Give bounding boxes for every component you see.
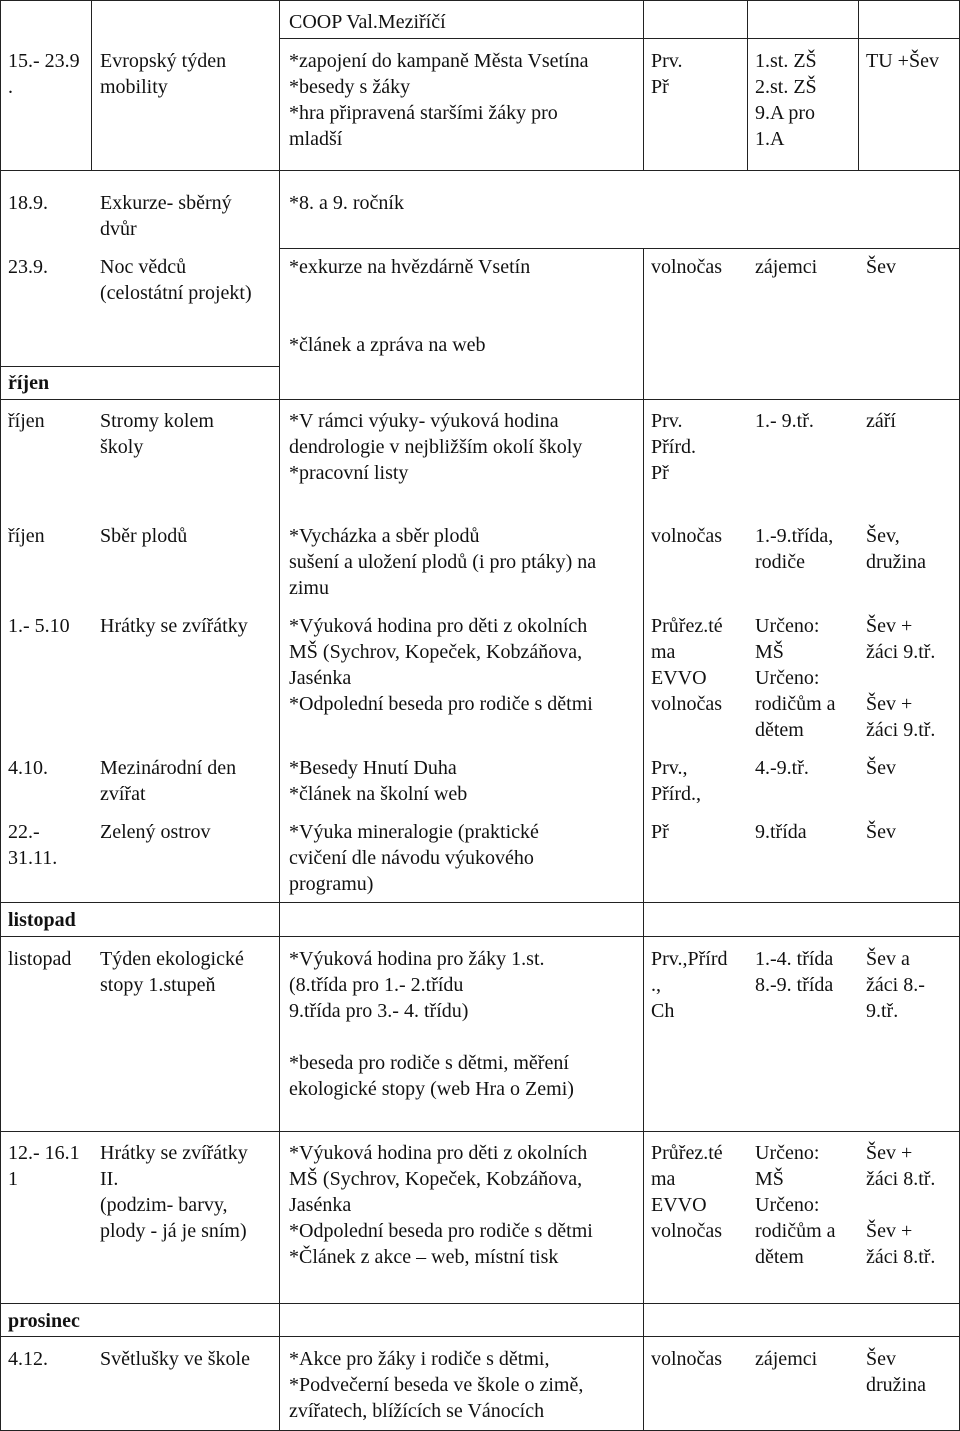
row-date: 4.12.: [8, 1348, 48, 1370]
row-date: říjen: [8, 410, 45, 432]
divider: [279, 0, 280, 1431]
divider: [0, 1131, 960, 1132]
row-responsible: Šev + žáci 8.tř. Šev + žáci 8.tř.: [866, 1142, 936, 1268]
row-name: Evropský týden mobility: [100, 50, 227, 98]
divider: [0, 1336, 960, 1337]
row-responsible: Šev: [866, 256, 896, 278]
row-activity: *Výuková hodina pro děti z okolních MŠ (Sychrov, Kopeček, Kobzáňova, Jasénka *Odpolední beseda pro rodiče s dětmi *Článek z akce – web, místní tisk: [289, 1142, 593, 1268]
divider: [643, 248, 644, 1431]
row-activity: *Akce pro žáky i rodiče s dětmi, *Podvečerní beseda ve škole o zimě, zvířatech, blížících se Vánocích: [289, 1348, 584, 1422]
divider: [91, 0, 92, 171]
row-name: Zelený ostrov: [100, 821, 211, 843]
row-responsible: Šev družina: [866, 1348, 926, 1396]
row-target: Určeno: MŠ Určeno: rodičům a dětem: [755, 615, 836, 741]
header-cell: COOP Val.Meziříčí: [289, 11, 446, 33]
divider: [0, 366, 280, 367]
row-activity: *Výuková hodina pro žáky 1.st. (8.třída pro 1.- 2.třídu 9.třída pro 3.- 4. třídu): [289, 948, 545, 1022]
row-name: Hrátky se zvířátky II. (podzim- barvy, plody - já je sním): [100, 1142, 248, 1242]
row-date: 12.- 16.1 1: [8, 1142, 80, 1190]
row-name: Noc vědců (celostátní projekt): [100, 256, 252, 304]
row-target: 1.- 9.tř.: [755, 410, 814, 432]
month-header-october: říjen: [8, 372, 50, 394]
row-date: 15.- 23.9 .: [8, 50, 80, 98]
row-activity: *zapojení do kampaně Města Vsetína *besedy s žáky *hra připravená staršími žáky pro mladší: [289, 50, 589, 150]
row-responsible: TU +Šev: [866, 50, 939, 72]
divider: [643, 0, 644, 171]
row-name: Hrátky se zvířátky: [100, 615, 248, 637]
row-name: Stromy kolem školy: [100, 410, 214, 458]
row-date: 18.9.: [8, 192, 48, 214]
row-activity: *Výuková hodina pro děti z okolních MŠ (Sychrov, Kopeček, Kobzáňova, Jasénka *Odpolední beseda pro rodiče s dětmi: [289, 615, 593, 715]
row-activity: *článek a zpráva na web: [289, 334, 486, 356]
row-target: zájemci: [755, 1348, 818, 1370]
row-name: Exkurze- sběrný dvůr: [100, 192, 232, 240]
row-name: Sběr plodů: [100, 525, 188, 547]
divider: [0, 0, 1, 1431]
row-target: 1.st. ZŠ 2.st. ZŠ 9.A pro 1.A: [755, 50, 817, 150]
row-date: listopad: [8, 948, 72, 970]
row-subject: Průřez.té ma EVVO volnočas: [651, 615, 723, 715]
divider: [0, 936, 960, 937]
row-date: 4.10.: [8, 757, 48, 779]
row-target: zájemci: [755, 256, 818, 278]
row-date: 1.- 5.10: [8, 615, 70, 637]
row-target: Určeno: MŠ Určeno: rodičům a dětem: [755, 1142, 836, 1268]
divider: [0, 902, 960, 903]
row-subject: volnočas: [651, 256, 723, 278]
divider: [279, 38, 960, 39]
row-subject: Prv. Přírd. Př: [651, 410, 696, 484]
row-date: 22.- 31.11.: [8, 821, 58, 869]
row-name: Světlušky ve škole: [100, 1348, 250, 1370]
row-responsible: Šev, družina: [866, 525, 926, 573]
row-target: 4.-9.tř.: [755, 757, 809, 779]
month-header-december: prosinec: [8, 1310, 80, 1332]
divider: [279, 248, 960, 249]
divider: [747, 0, 748, 171]
row-activity: *exkurze na hvězdárně Vsetín: [289, 256, 531, 278]
row-date: říjen: [8, 525, 45, 547]
row-activity: *V rámci výuky- výuková hodina dendrologie v nejbližším okolí školy *pracovní listy: [289, 410, 583, 484]
row-subject: volnočas: [651, 525, 723, 547]
row-target: 9.třída: [755, 821, 807, 843]
divider: [0, 0, 960, 1]
row-subject: Průřez.té ma EVVO volnočas: [651, 1142, 723, 1242]
row-subject: Př: [651, 821, 669, 843]
row-responsible: Šev: [866, 757, 896, 779]
divider: [0, 1303, 960, 1304]
month-header-november: listopad: [8, 909, 76, 931]
row-target: 1.-9.třída, rodiče: [755, 525, 834, 573]
row-name: Mezinárodní den zvířat: [100, 757, 237, 805]
row-activity: *Besedy Hnutí Duha *článek na školní web: [289, 757, 468, 805]
divider: [858, 0, 859, 171]
row-responsible: Šev a žáci 8.- 9.tř.: [866, 948, 925, 1022]
row-date: 23.9.: [8, 256, 48, 278]
divider: [0, 399, 960, 400]
row-responsible: září: [866, 410, 896, 432]
row-subject: Prv.,Přírd ., Ch: [651, 948, 728, 1022]
row-name: Týden ekologické stopy 1.stupeň: [100, 948, 244, 996]
row-target: 1.-4. třída 8.-9. třída: [755, 948, 834, 996]
row-subject: volnočas: [651, 1348, 723, 1370]
divider: [0, 170, 960, 171]
row-subject: Prv. Př: [651, 50, 683, 98]
row-activity: *Vycházka a sběr plodů sušení a uložení plodů (i pro ptáky) na zimu: [289, 525, 597, 599]
row-responsible: Šev: [866, 821, 896, 843]
row-subject: Prv., Přírd.,: [651, 757, 701, 805]
row-activity: *beseda pro rodiče s dětmi, měření ekologické stopy (web Hra o Zemi): [289, 1052, 574, 1100]
row-activity: *8. a 9. ročník: [289, 192, 404, 214]
row-responsible: Šev + žáci 9.tř. Šev + žáci 9.tř.: [866, 615, 936, 741]
row-activity: *Výuka mineralogie (praktické cvičení dle návodu výukového programu): [289, 821, 539, 895]
